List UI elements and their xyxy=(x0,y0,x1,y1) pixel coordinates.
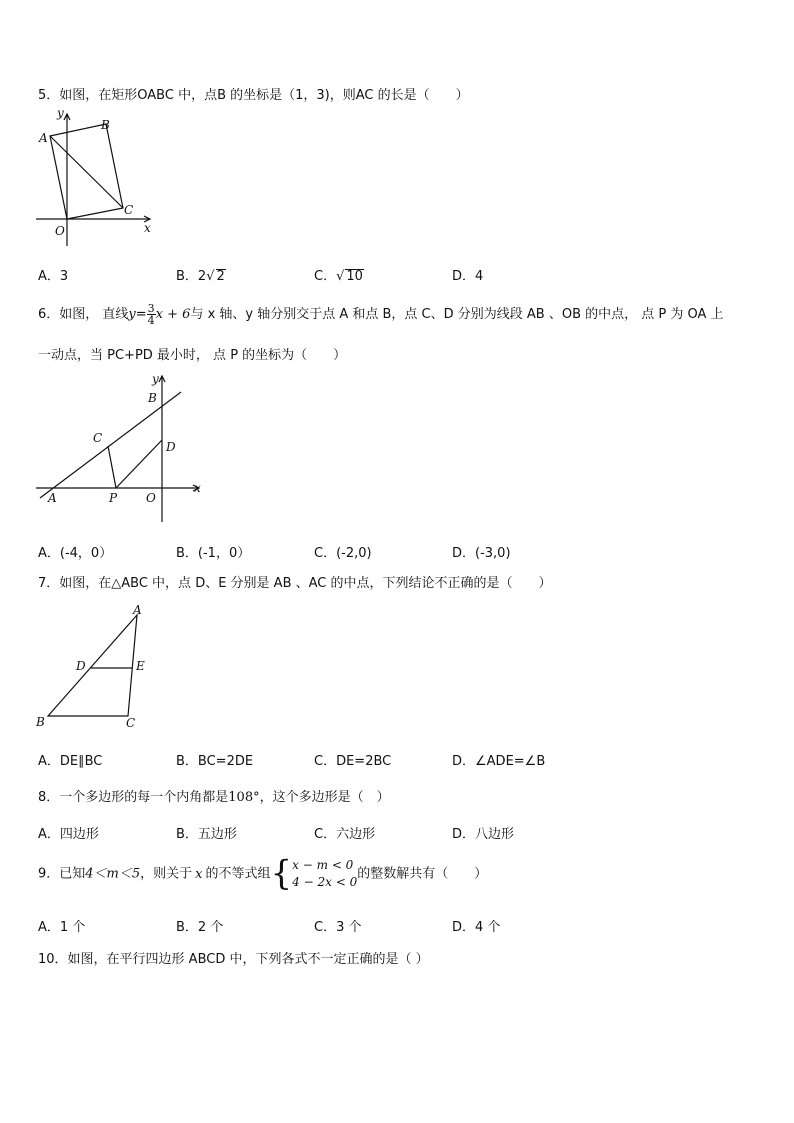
q8-angle-value: 108° xyxy=(228,790,260,805)
q9-option-a: A．1 个 xyxy=(38,920,86,935)
q6-label-C: C xyxy=(93,431,103,445)
q7-label-C: C xyxy=(126,716,136,730)
question-7-stem: 7．如图，在△ABC 中，点 D、E 分别是 AB 、AC 的中点，下列结论不正确的是（ ） xyxy=(38,576,552,591)
question-9-stem: 9．已知4＜m＜5，则关于 x 的不等式组{ x − m < 0 4 − 2x < 0 的整数解共有（ ） xyxy=(38,852,487,897)
q6-label-P: P xyxy=(109,491,118,505)
question-8-stem: 8．一个多边形的每一个内角都是108°，这个多边形是（ ） xyxy=(38,790,390,805)
q8-option-c: C．六边形 xyxy=(314,827,376,842)
question-6-stem-line2: 一动点，当 PC+PD 最小时， 点 P 的坐标为（ ） xyxy=(38,348,347,363)
q6-label-O: O xyxy=(146,491,156,505)
q5-label-B: B xyxy=(101,118,110,132)
q7-triangle-figure xyxy=(34,600,164,735)
q5-option-c: C．√ 10 xyxy=(314,269,363,284)
q5-option-b: B．2√ 2 xyxy=(176,269,225,284)
q7-option-c: C．DE=2BC xyxy=(314,754,392,769)
q5-rectangle-figure xyxy=(30,104,160,249)
question-5-stem: 5．如图，在矩形OABC 中，点B 的坐标是（1，3)，则AC 的长是（ ） xyxy=(38,88,469,103)
q6-option-c: C．(-2,0) xyxy=(314,546,372,561)
q6-option-a: A．(-4，0） xyxy=(38,546,113,561)
q6-label-A: A xyxy=(48,491,57,505)
q6-label-x: x xyxy=(194,481,201,495)
q9-option-b: B．2 个 xyxy=(176,920,224,935)
q9-option-c: C．3 个 xyxy=(314,920,362,935)
q5-option-d: D．4 xyxy=(452,269,484,284)
q5-label-O: O xyxy=(55,224,65,238)
q6-label-y: y xyxy=(152,372,159,386)
q7-option-d: D．∠ADE=∠B xyxy=(452,754,546,769)
q7-option-a: A．DE∥BC xyxy=(38,754,103,769)
q9-inequality-system: { x − m < 0 4 − 2x < 0 xyxy=(270,853,358,894)
q7-label-A: A xyxy=(133,603,142,617)
q6-line-figure xyxy=(34,370,209,525)
question-6-stem: 6．如图， 直线y= $\frac{3}{4}$ x + 6与 x 轴、y 轴分别交于点 A 和点 B，点 C、D 分别为线段 AB 、OB 的中点， 点 P 为 OA 上 xyxy=(38,302,724,327)
q7-option-b: B．BC=2DE xyxy=(176,754,254,769)
q8-option-d: D．八边形 xyxy=(452,827,515,842)
q5-label-A: A xyxy=(39,131,48,145)
q5-label-x: x xyxy=(144,221,151,235)
q8-option-a: A．四边形 xyxy=(38,827,99,842)
q5-label-C: C xyxy=(124,203,134,217)
q6-label-B: B xyxy=(148,391,157,405)
q6-label-D: D xyxy=(166,440,176,454)
q5-option-a: A．3 xyxy=(38,269,69,284)
q9-option-d: D．4 个 xyxy=(452,920,501,935)
q7-label-E: E xyxy=(136,659,145,673)
q7-label-D: D xyxy=(76,659,86,673)
question-10-stem: 10．如图，在平行四边形 ABCD 中，下列各式不一定正确的是（ ） xyxy=(38,952,429,967)
q6-option-b: B．(-1，0） xyxy=(176,546,251,561)
q7-label-B: B xyxy=(36,715,45,729)
q6-option-d: D．(-3,0) xyxy=(452,546,511,561)
q5-label-y: y xyxy=(57,106,64,120)
q8-option-b: B．五边形 xyxy=(176,827,237,842)
